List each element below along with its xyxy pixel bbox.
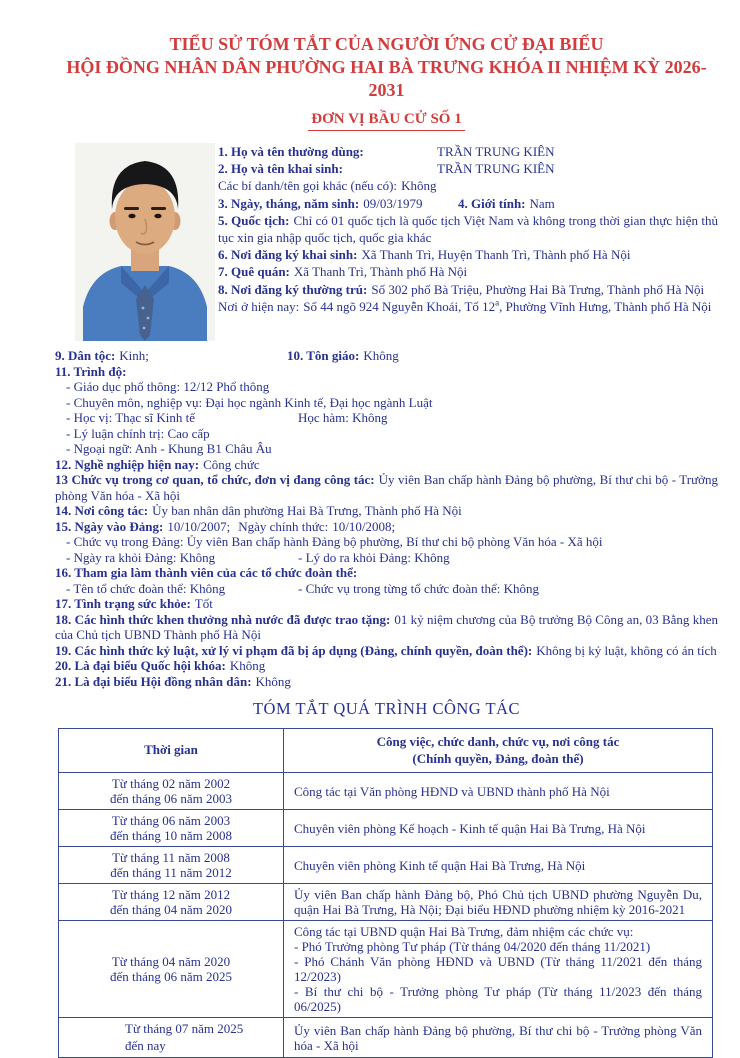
desc-line: Chuyên viên phòng Kinh tế quận Hai Bà Trưng, Hà Nội (294, 857, 586, 873)
na-deputy-value: Không (229, 658, 266, 673)
period-to: đến tháng 10 năm 2008 (109, 828, 233, 843)
career-row-5 (59, 921, 713, 1018)
workplace-label: 14. Nơi công tác: (55, 503, 149, 518)
gender-value: Nam (529, 195, 555, 211)
period-to: đến tháng 11 năm 2012 (110, 865, 232, 880)
field-name-used (218, 143, 718, 160)
field-awards (55, 612, 718, 643)
personal-fields (218, 143, 718, 341)
field-ethnicity-religion (55, 348, 718, 364)
field-permanent-residence (218, 281, 718, 298)
religion-label: 10. Tôn giáo: (287, 348, 360, 363)
council-deputy-label: 21. Là đại biểu Hội đồng nhân dân: (55, 673, 252, 689)
career-row-4-desc (284, 884, 713, 921)
candidate-photo (75, 143, 215, 341)
nationality-value: Chỉ có 01 quốc tịch là quốc tịch Việt Nam và không trong thời gian thực hiện thủ tục xin gia nhập quốc tịch, quốc gia khác (218, 212, 718, 246)
religion-value: Không (363, 348, 399, 363)
party-leave-reason: - Lý do ra khỏi Đảng: Không (298, 549, 450, 565)
election-unit-heading (55, 110, 718, 131)
field-birth-registration (218, 246, 718, 263)
career-row-3 (59, 847, 713, 884)
period-to: đến tháng 06 năm 2025 (109, 969, 233, 984)
organizations-label: 16. Tham gia làm thành viên của các tổ chức đoàn thể: (55, 565, 358, 580)
period-from: Từ tháng 12 năm 2012 (111, 887, 231, 902)
field-name-birth (218, 160, 718, 177)
career-col-desc-header (284, 729, 713, 773)
name-birth-label: 2. Họ và tên khai sinh: (218, 161, 343, 177)
party-official-label: Ngày chính thức: (238, 518, 329, 534)
edu-degree: - Học vị: Thạc sĩ Kinh tế (66, 410, 196, 425)
education-label: 11. Trình độ: (55, 363, 127, 379)
field-nationality (218, 212, 718, 246)
discipline-value: Không bị kỷ luật, không có án tích (536, 642, 717, 658)
field-edu-language: - Ngoại ngữ: Anh - Khung B1 Châu Âu (66, 441, 272, 456)
period-from: Từ tháng 07 năm 2025 (125, 1021, 244, 1036)
party-official-value: 10/10/2008; (332, 518, 396, 534)
edu-rank: Học hàm: Không (298, 410, 388, 425)
position-value: Ủy viên Ban chấp hành Đảng bộ phường, Bí thư chi bộ - Trưởng phòng Văn hóa - Xã hội (55, 472, 718, 503)
party-join-value: 10/10/2007; (167, 518, 231, 534)
current-residence-label: Nơi ở hiện nay: (218, 298, 300, 314)
field-organizations-heading (55, 565, 718, 581)
field-discipline (55, 643, 718, 659)
health-label: 17. Tình trạng sức khỏe: (55, 596, 191, 611)
field-education-heading (55, 364, 718, 380)
name-used-value: TRẦN TRUNG KIÊN (437, 144, 555, 159)
field-dob-gender (218, 195, 718, 212)
career-table (58, 728, 713, 1058)
field-national-assembly (55, 658, 718, 674)
dob-value: 09/03/1979 (363, 195, 423, 211)
career-row-6-desc (284, 1018, 713, 1058)
career-row-4-period (59, 884, 284, 921)
career-col-time-header: Thời gian (59, 729, 284, 773)
na-deputy-label: 20. Là đại biểu Quốc hội khóa: (55, 658, 226, 673)
career-row-6 (59, 1018, 713, 1058)
workplace-value: Ủy ban nhân dân phường Hai Bà Trưng, Thành phố Hà Nội (152, 503, 462, 518)
current-residence-superscript: a (495, 297, 500, 308)
desc-line: - Phó Chánh Văn phòng HĐND và UBND (Từ tháng 11/2021 đến tháng 12/2023) (294, 954, 702, 984)
discipline-label: 19. Các hình thức kỷ luật, xử lý vi phạm đã bị áp dụng (Đảng, chính quyền, đoàn thể): (55, 642, 533, 658)
desc-line: Công tác tại UBND quận Hai Bà Trưng, đảm nhiệm các chức vụ: (294, 924, 634, 939)
details-section (55, 348, 718, 689)
field-current-residence (218, 298, 718, 315)
career-row-4 (59, 884, 713, 921)
field-party-leave (55, 550, 718, 566)
personal-info-section (55, 143, 718, 341)
dob-label: 3. Ngày, tháng, năm sinh: (218, 195, 360, 211)
career-row-2-period (59, 810, 284, 847)
career-row-3-desc (284, 847, 713, 884)
document-title-line1: TIỂU SỬ TÓM TẮT CỦA NGƯỜI ỨNG CỬ ĐẠI BIỂU (169, 34, 604, 54)
career-row-3-period (59, 847, 284, 884)
desc-line: Ủy viên Ban chấp hành Đảng bộ phường, Bí thư chi bộ - Trưởng phòng Văn hóa - Xã hội (294, 1022, 702, 1053)
field-edu-professional: - Chuyên môn, nghiệp vụ: Đại học ngành Kinh tế, Đại học ngành Luật (66, 394, 433, 410)
career-row-1 (59, 773, 713, 810)
career-header-row (59, 729, 713, 773)
name-birth-value: TRẦN TRUNG KIÊN (437, 161, 555, 177)
field-party-position: - Chức vụ trong Đảng: Ủy viên Ban chấp hành Đảng bộ phường, Bí thư chi bộ phòng Văn hóa - Xã hội (66, 534, 603, 549)
election-unit-text: ĐƠN VỊ BẦU CỬ SỐ 1 (308, 110, 464, 131)
field-dob (218, 195, 458, 212)
desc-line: - Phó Trưởng phòng Tư pháp (Từ tháng 04/2020 đến tháng 11/2021) (294, 939, 651, 954)
field-ethnicity (55, 348, 287, 364)
current-residence-value-post: , Phường Vĩnh Hưng, Thành phố Hà Nội (499, 298, 712, 314)
document-header (55, 33, 718, 131)
hometown-label: 7. Quê quán: (218, 264, 290, 280)
awards-value: 01 kỷ niệm chương của Bộ trưởng Bộ Công an, 03 Bằng khen của Chủ tịch UBND Thành phố Hà Nội (55, 611, 718, 642)
document-title-line2: HỘI ĐỒNG NHÂN DÂN PHƯỜNG HAI BÀ TRƯNG KHÓA II NHIỆM KỲ 2026-2031 (66, 57, 707, 100)
desc-line: Chuyên viên phòng Kế hoạch - Kinh tế quận Hai Bà Trưng, Hà Nội (294, 820, 646, 836)
field-edu-degree-rank (55, 410, 718, 426)
name-used-label: 1. Họ và tên thường dùng: (218, 144, 364, 159)
career-row-5-period (59, 921, 284, 1018)
field-workplace (55, 503, 718, 519)
awards-label: 18. Các hình thức khen thưởng nhà nước đã được trao tặng: (55, 611, 391, 627)
gender-label: 4. Giới tính: (458, 195, 526, 211)
career-row-5-desc (284, 921, 713, 1018)
occupation-value: Công chức (203, 456, 260, 472)
career-row-1-period (59, 773, 284, 810)
current-residence-value-pre: Số 44 ngõ 924 Nguyễn Khoái, Tổ 12 (303, 298, 496, 314)
party-join-label: 15. Ngày vào Đảng: (55, 518, 164, 534)
field-health (55, 596, 718, 612)
ethnicity-value: Kinh; (119, 348, 149, 363)
field-position (55, 472, 718, 503)
ethnicity-label: 9. Dân tộc: (55, 348, 116, 363)
organization-name: - Tên tổ chức đoàn thể: Không (66, 580, 226, 596)
career-row-2-desc (284, 810, 713, 847)
period-from: Từ tháng 06 năm 2003 (111, 813, 231, 828)
birth-reg-value: Xã Thanh Trì, Huyện Thanh Trì, Thành phố Hà Nội (361, 247, 631, 263)
council-deputy-value: Không (255, 673, 291, 689)
alias-label: Các bí danh/tên gọi khác (nếu có): (218, 178, 398, 194)
period-to: đến tháng 06 năm 2003 (109, 791, 233, 806)
perm-residence-value: Số 302 phố Bà Triệu, Phường Hai Bà Trưng, Thành phố Hà Nội (371, 281, 705, 297)
career-summary-title: TÓM TẮT QUÁ TRÌNH CÔNG TÁC (252, 699, 521, 718)
period-to: đến nay (125, 1037, 166, 1053)
field-occupation (55, 457, 718, 473)
portrait-illustration (75, 143, 215, 341)
position-label: 13 Chức vụ trong cơ quan, tổ chức, đơn vị đang công tác: (55, 472, 375, 487)
health-value: Tốt (194, 596, 213, 611)
hometown-value: Xã Thanh Trì, Thành phố Hà Nội (293, 264, 468, 280)
desc-line: - Bí thư chi bộ - Trưởng phòng Tư pháp (Từ tháng 11/2023 đến tháng 06/2025) (294, 984, 702, 1014)
alias-value: Không (401, 178, 437, 194)
field-edu-politics: - Lý luận chính trị: Cao cấp (66, 425, 210, 441)
field-peoples-council (55, 674, 718, 690)
period-from: Từ tháng 04 năm 2020 (111, 954, 231, 969)
career-row-2 (59, 810, 713, 847)
career-col-desc-line2: (Chính quyền, Đảng, đoàn thể) (412, 750, 584, 766)
field-organization-membership (55, 581, 718, 597)
period-to: đến tháng 04 năm 2020 (109, 902, 233, 917)
occupation-label: 12. Nghề nghiệp hiện nay: (55, 456, 200, 472)
birth-reg-label: 6. Nơi đăng ký khai sinh: (218, 247, 358, 263)
nationality-label: 5. Quốc tịch: (218, 212, 290, 228)
desc-line: Công tác tại Văn phòng HĐND và UBND thành phố Hà Nội (294, 783, 610, 799)
career-col-desc-line1: Công việc, chức danh, chức vụ, nơi công tác (376, 734, 620, 749)
field-edu-general: - Giáo dục phổ thông: 12/12 Phổ thông (66, 379, 270, 394)
party-leave-date: - Ngày ra khỏi Đảng: Không (66, 549, 216, 565)
field-party-join (55, 519, 718, 535)
field-hometown (218, 263, 718, 280)
organization-position: - Chức vụ trong từng tổ chức đoàn thể: Không (298, 580, 540, 596)
perm-residence-label: 8. Nơi đăng ký thường trú: (218, 281, 368, 297)
period-from: Từ tháng 02 năm 2002 (111, 776, 231, 791)
desc-line: Ủy viên Ban chấp hành Đảng bộ, Phó Chủ tịch UBND phường Nguyễn Du, quận Hai Bà Trưng, Hà Nội; Đại biểu HĐND phường nhiệm kỳ 2016-2021 (294, 887, 702, 917)
career-row-6-period (59, 1018, 284, 1058)
period-from: Từ tháng 11 năm 2008 (112, 850, 230, 865)
career-row-1-desc (284, 773, 713, 810)
field-alias (218, 177, 718, 194)
